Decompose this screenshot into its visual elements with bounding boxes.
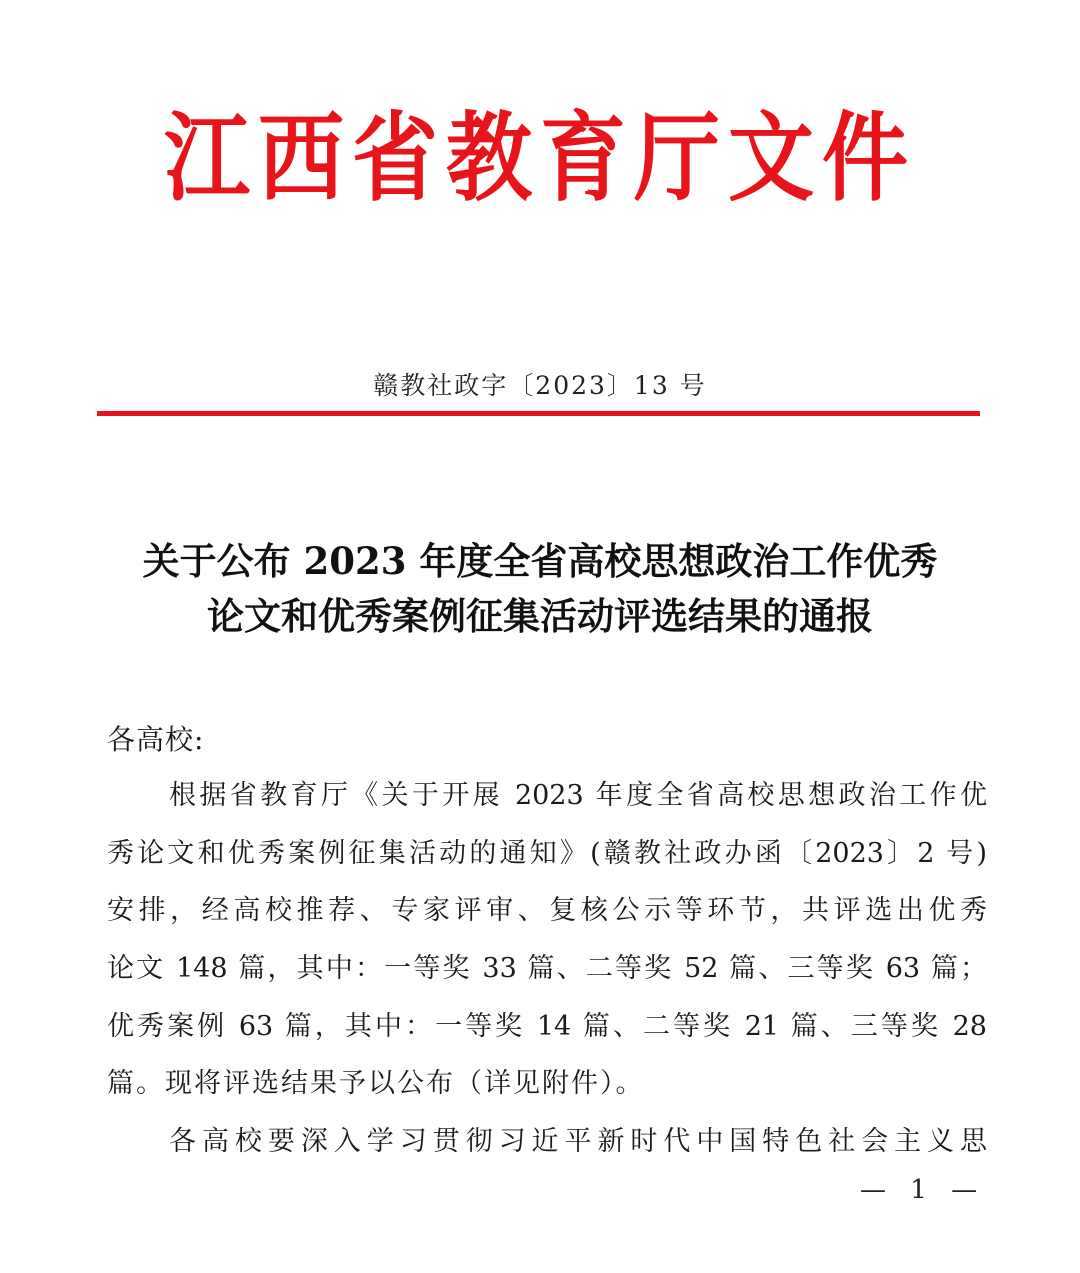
salutation: 各高校:	[107, 723, 205, 756]
document-body	[107, 774, 987, 1178]
body-line: 篇。现将评选结果予以公布（详见附件）。	[107, 1068, 645, 1100]
body-line: 各高校要深入学习贯彻习近平新时代中国特色社会主义思	[169, 1126, 987, 1158]
body-line: 安排，经高校推荐、专家评审、复核公示等环节，共评选出优秀	[107, 895, 987, 927]
document-masthead: 江西省教育厅文件	[164, 103, 916, 216]
body-line: 论文 148 篇，其中：一等奖 33 篇、二等奖 52 篇、三等奖 63 篇；	[107, 953, 987, 985]
red-divider-line	[97, 411, 980, 416]
body-line: 优秀案例 63 篇，其中：一等奖 14 篇、二等奖 21 篇、三等奖 28	[107, 1010, 987, 1042]
document-title	[90, 534, 990, 644]
body-line: 根据省教育厅《关于开展 2023 年度全省高校思想政治工作优	[169, 780, 987, 811]
document-title-line-1: 关于公布 2023 年度全省高校思想政治工作优秀	[142, 539, 938, 583]
document-title-line-2: 论文和优秀案例征集活动评选结果的通报	[207, 594, 873, 638]
document-number: 赣教社政字〔2023〕13 号	[373, 371, 707, 400]
page-number: — 1 —	[860, 1175, 986, 1205]
body-line: 秀论文和优秀案例征集活动的通知》(赣教社政办函〔2023〕2 号)	[107, 837, 987, 869]
